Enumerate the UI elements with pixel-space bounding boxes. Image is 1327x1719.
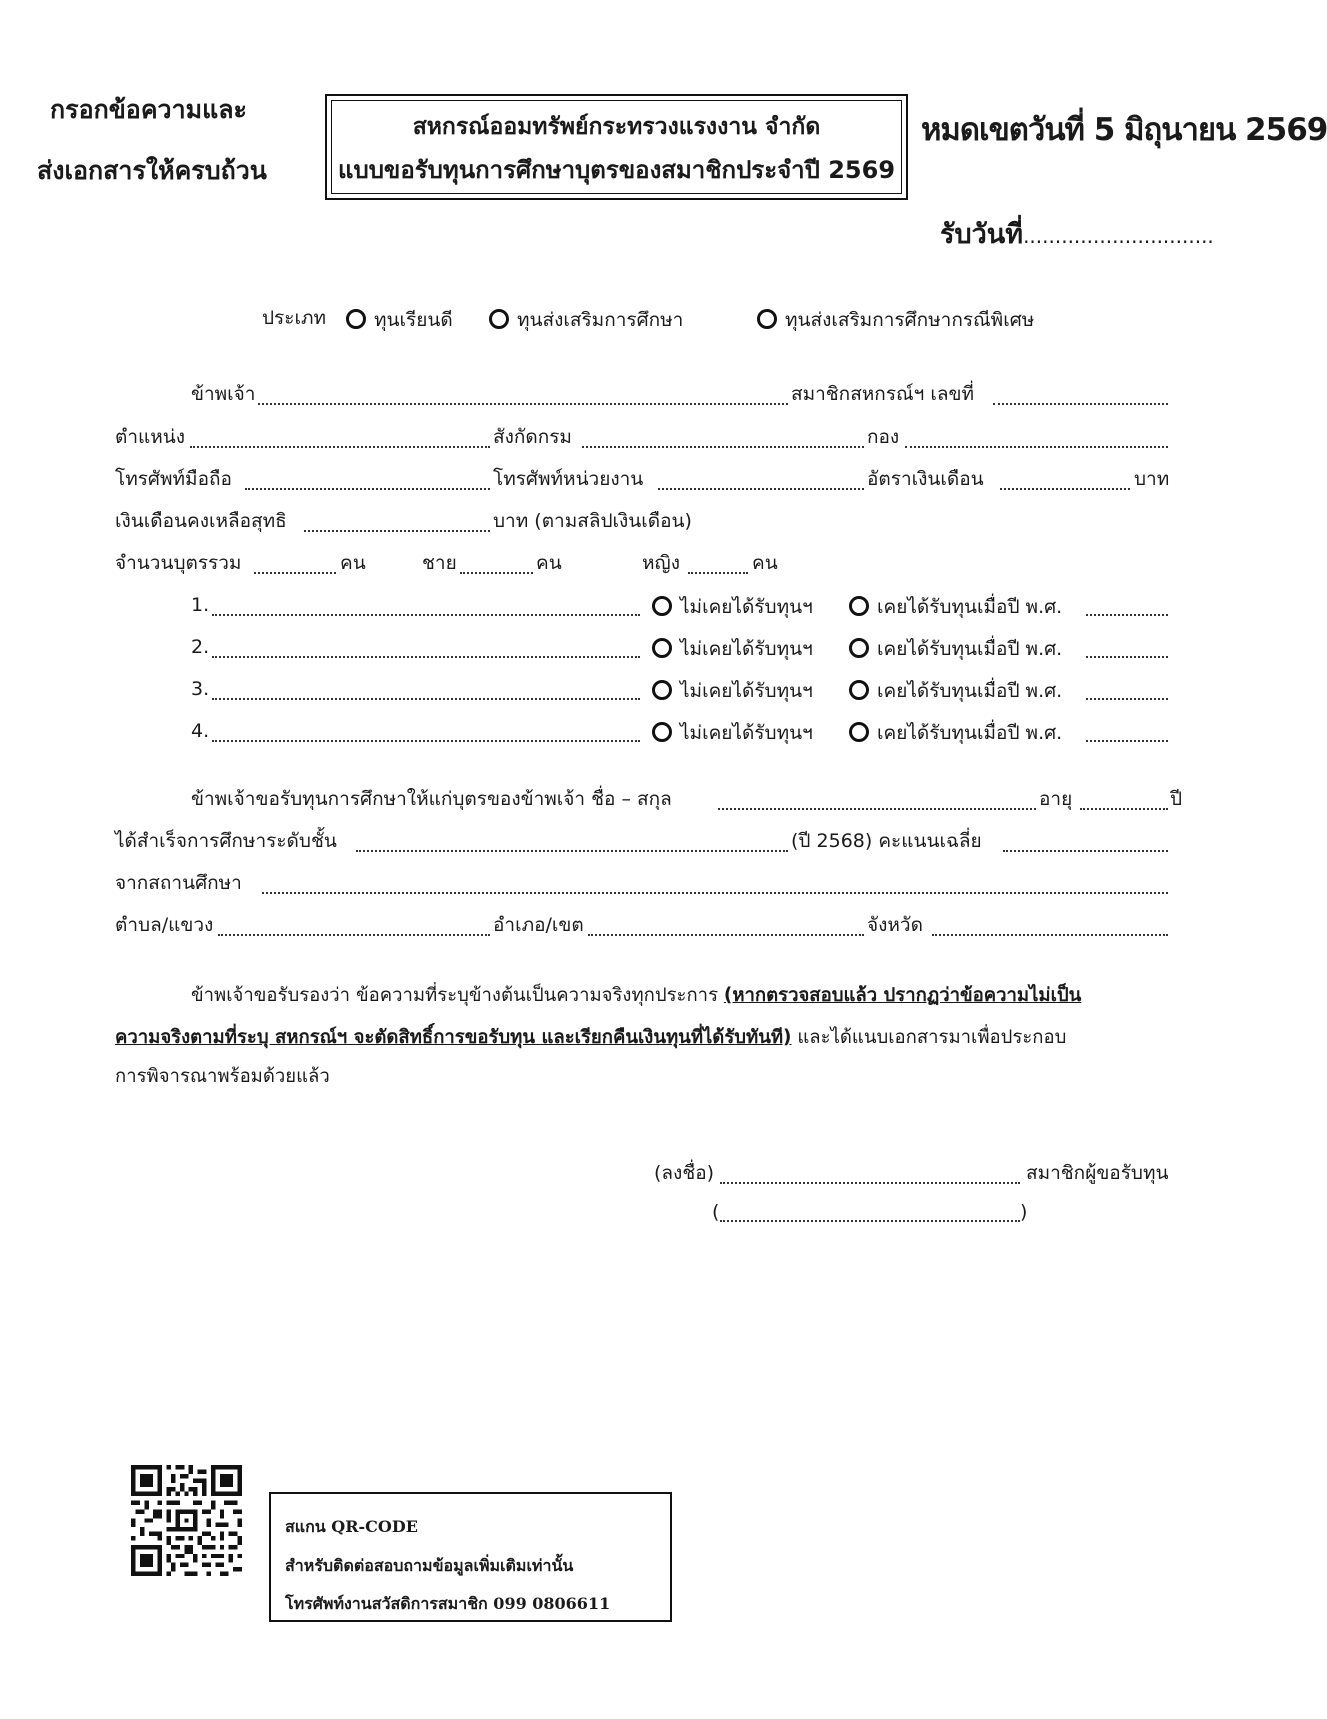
child-received-year-field[interactable] bbox=[1086, 614, 1168, 616]
subdistrict-field[interactable] bbox=[218, 934, 490, 936]
department-field[interactable] bbox=[582, 446, 864, 448]
deadline: หมดเขตวันที่ 5 มิถุนายน 2569 bbox=[921, 112, 1327, 148]
department-label: สังกัดกรม bbox=[493, 426, 572, 448]
received-date-label: รับวันที่.............................. bbox=[940, 219, 1214, 250]
member-no-label: สมาชิกสหกรณ์ฯ เลขที่ bbox=[791, 383, 975, 405]
male-count-field[interactable] bbox=[460, 572, 533, 574]
child-received-option[interactable]: เคยได้รับทุนเมื่อปี พ.ศ. bbox=[849, 722, 1062, 743]
division-field[interactable] bbox=[905, 446, 1168, 448]
district-label: อำเภอ/เขต bbox=[493, 914, 584, 936]
radio-circle-icon bbox=[652, 680, 672, 700]
level-field[interactable] bbox=[356, 850, 788, 852]
radio-circle-icon bbox=[849, 680, 869, 700]
radio-circle-icon bbox=[489, 309, 509, 329]
child-received-year-field[interactable] bbox=[1086, 656, 1168, 658]
signature-field[interactable] bbox=[720, 1182, 1020, 1184]
female-unit: คน bbox=[752, 552, 778, 574]
radio-circle-icon bbox=[849, 596, 869, 616]
net-salary-field[interactable] bbox=[304, 530, 490, 532]
child-name-field[interactable] bbox=[212, 656, 640, 658]
female-label: หญิง bbox=[642, 552, 680, 574]
signer-role: สมาชิกผู้ขอรับทุน bbox=[1026, 1162, 1169, 1184]
child-received-year-field[interactable] bbox=[1086, 740, 1168, 742]
child-row-no: 4. bbox=[191, 720, 210, 742]
salary-baht: บาท bbox=[1134, 468, 1170, 490]
position-label: ตำแหน่ง bbox=[115, 426, 186, 448]
request-intro: ข้าพเจ้าขอรับทุนการศึกษาให้แก่บุตรของข้าพเจ้า ชื่อ – สกุล bbox=[191, 788, 672, 810]
paren-close: ) bbox=[1020, 1201, 1028, 1223]
qr-code bbox=[131, 1465, 242, 1576]
office-phone-label: โทรศัพท์หน่วยงาน bbox=[493, 468, 644, 490]
radio-circle-icon bbox=[652, 596, 672, 616]
position-field[interactable] bbox=[190, 446, 490, 448]
qr-info-box bbox=[269, 1492, 672, 1622]
children-total-unit: คน bbox=[340, 552, 366, 574]
office-phone-field[interactable] bbox=[658, 488, 864, 490]
qr-info-line-2: สำหรับติดต่อสอบถามข้อมูลเพิ่มเติมเท่านั้น bbox=[285, 1556, 574, 1575]
radio-circle-icon bbox=[346, 309, 366, 329]
type-option-special[interactable]: ทุนส่งเสริมการศึกษากรณีพิเศษ bbox=[757, 309, 1034, 330]
age-field[interactable] bbox=[1080, 808, 1168, 810]
male-unit: คน bbox=[536, 552, 562, 574]
radio-circle-icon bbox=[849, 638, 869, 658]
mobile-label: โทรศัพท์มือถือ bbox=[115, 468, 232, 490]
radio-circle-icon bbox=[849, 722, 869, 742]
child-name-field[interactable] bbox=[212, 698, 640, 700]
school-field[interactable] bbox=[262, 892, 1168, 894]
certification-line-2: ความจริงตามที่ระบุ สหกรณ์ฯ จะตัดสิทธิ์การขอรับทุน และเรียกคืนเงินทุนที่ได้รับทันที) และได้แนบเอกสารมาเพื่อประกอบ bbox=[115, 1027, 1067, 1048]
type-option-support[interactable]: ทุนส่งเสริมการศึกษา bbox=[489, 309, 683, 330]
child-received-option[interactable]: เคยได้รับทุนเมื่อปี พ.ศ. bbox=[849, 638, 1062, 659]
name-label: ข้าพเจ้า bbox=[191, 383, 256, 405]
gpa-label: (ปี 2568) คะแนนเฉลี่ย bbox=[791, 830, 982, 852]
child-row-no: 1. bbox=[191, 594, 210, 616]
qr-info-line-3: โทรศัพท์งานสวัสดิการสมาชิก 099 0806611 bbox=[285, 1594, 611, 1613]
child-name-field[interactable] bbox=[212, 740, 640, 742]
instruction-line-2: ส่งเอกสารให้ครบถ้วน bbox=[37, 156, 267, 185]
child-received-option[interactable]: เคยได้รับทุนเมื่อปี พ.ศ. bbox=[849, 680, 1062, 701]
child-never-received-option[interactable]: ไม่เคยได้รับทุนฯ bbox=[652, 596, 813, 617]
child-fullname-field[interactable] bbox=[718, 808, 1036, 810]
net-salary-suffix: บาท (ตามสลิปเงินเดือน) bbox=[493, 510, 692, 532]
subdistrict-label: ตำบล/แขวง bbox=[115, 914, 214, 936]
child-never-received-option[interactable]: ไม่เคยได้รับทุนฯ bbox=[652, 722, 813, 743]
child-never-received-option[interactable]: ไม่เคยได้รับทุนฯ bbox=[652, 638, 813, 659]
division-label: กอง bbox=[867, 426, 900, 448]
child-row-no: 3. bbox=[191, 678, 210, 700]
form-title: แบบขอรับทุนการศึกษาบุตรของสมาชิกประจำปี 2569 bbox=[337, 156, 896, 184]
type-option-excellent[interactable]: ทุนเรียนดี bbox=[346, 309, 453, 330]
instruction-line-1: กรอกข้อความและ bbox=[50, 95, 247, 124]
type-label: ประเภท bbox=[262, 307, 327, 329]
child-received-option[interactable]: เคยได้รับทุนเมื่อปี พ.ศ. bbox=[849, 596, 1062, 617]
name-field[interactable] bbox=[258, 403, 788, 405]
level-label: ได้สำเร็จการศึกษาระดับชั้น bbox=[115, 830, 337, 852]
salary-label: อัตราเงินเดือน bbox=[867, 468, 984, 490]
printed-name-field[interactable] bbox=[720, 1220, 1020, 1222]
district-field[interactable] bbox=[588, 934, 864, 936]
qr-info-line-1: สแกน QR-CODE bbox=[285, 1517, 418, 1536]
children-total-label: จำนวนบุตรรวม bbox=[115, 552, 242, 574]
child-name-field[interactable] bbox=[212, 614, 640, 616]
school-label: จากสถานศึกษา bbox=[115, 872, 242, 894]
gpa-field[interactable] bbox=[1003, 850, 1168, 852]
coop-name: สหกรณ์ออมทรัพย์กระทรวงแรงงาน จำกัด bbox=[412, 114, 821, 140]
radio-circle-icon bbox=[757, 309, 777, 329]
female-count-field[interactable] bbox=[688, 572, 748, 574]
title-box bbox=[325, 94, 908, 200]
radio-circle-icon bbox=[652, 638, 672, 658]
paren-open: ( bbox=[712, 1201, 720, 1223]
radio-circle-icon bbox=[652, 722, 672, 742]
age-label: อายุ bbox=[1039, 788, 1073, 810]
child-never-received-option[interactable]: ไม่เคยได้รับทุนฯ bbox=[652, 680, 813, 701]
sign-label: (ลงชื่อ) bbox=[654, 1162, 715, 1184]
certification-line-1: ข้าพเจ้าขอรับรองว่า ข้อความที่ระบุข้างต้นเป็นความจริงทุกประการ (หากตรวจสอบแล้ว ปรากฏว่าข้อความไม่เป็น bbox=[191, 985, 1082, 1006]
province-label: จังหวัด bbox=[867, 914, 923, 936]
province-field[interactable] bbox=[932, 934, 1168, 936]
children-total-field[interactable] bbox=[254, 572, 336, 574]
net-salary-label: เงินเดือนคงเหลือสุทธิ bbox=[115, 510, 287, 532]
age-unit: ปี bbox=[1170, 788, 1183, 810]
certification-line-3: การพิจารณาพร้อมด้วยแล้ว bbox=[115, 1066, 330, 1087]
member-no-field[interactable] bbox=[993, 403, 1168, 405]
child-row-no: 2. bbox=[191, 636, 210, 658]
male-label: ชาย bbox=[422, 552, 457, 574]
mobile-field[interactable] bbox=[245, 488, 490, 490]
child-received-year-field[interactable] bbox=[1086, 698, 1168, 700]
salary-field[interactable] bbox=[1000, 488, 1130, 490]
